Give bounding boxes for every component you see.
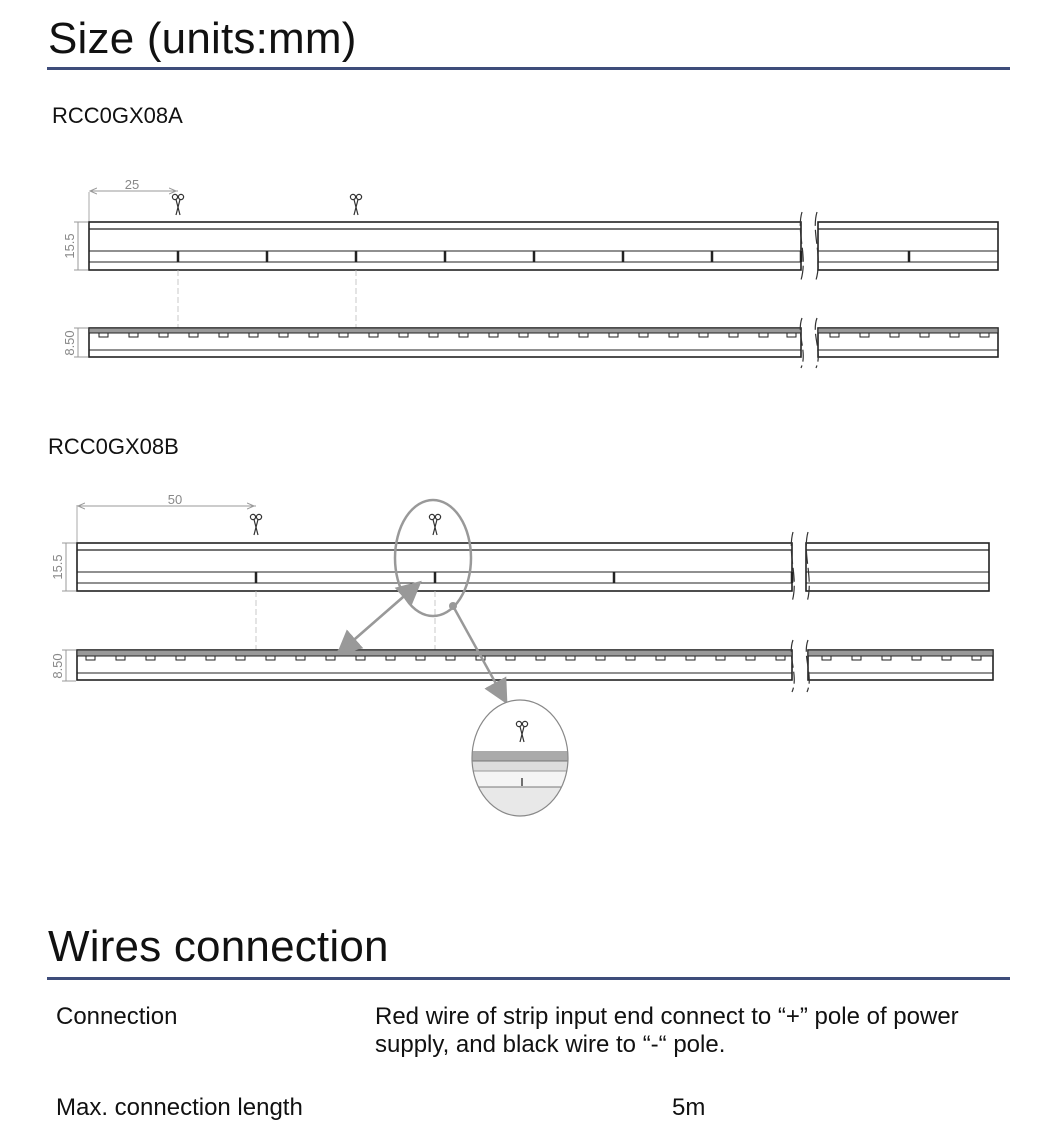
dim-label-pitch-a: 25 [124,177,140,192]
model-a-name: RCC0GX08A [52,103,183,128]
wires-section-rule [47,977,1010,980]
magnified-detail-view [470,700,570,820]
connection-value: Red wire of strip input end connect to “+” pole of power supply, and black wire to “-“ pole. [375,1003,959,1058]
model-a-side-view [62,318,998,368]
max-length-label: Max. connection length [56,1094,303,1121]
scissors-icon [429,514,440,535]
scissors-icon [250,514,261,535]
wires-section-title: Wires connection [48,922,389,971]
dim-label-width-a: 15.5 [62,233,77,259]
model-b-name: RCC0GX08B [48,434,179,459]
max-length-value: 5m [672,1094,706,1121]
model-b-side-view [50,640,993,692]
scissors-icon [350,194,361,215]
scissors-icon [172,194,183,215]
dim-label-width-b: 15.5 [50,554,65,580]
dim-label-height-b: 8.50 [50,653,65,679]
connection-label: Connection [56,1003,178,1030]
dim-label-pitch-b: 50 [167,492,183,507]
size-section-title: Size (units:mm) [48,14,357,63]
detail-callout-arrows [337,584,505,700]
dim-label-height-a: 8.50 [62,330,77,356]
